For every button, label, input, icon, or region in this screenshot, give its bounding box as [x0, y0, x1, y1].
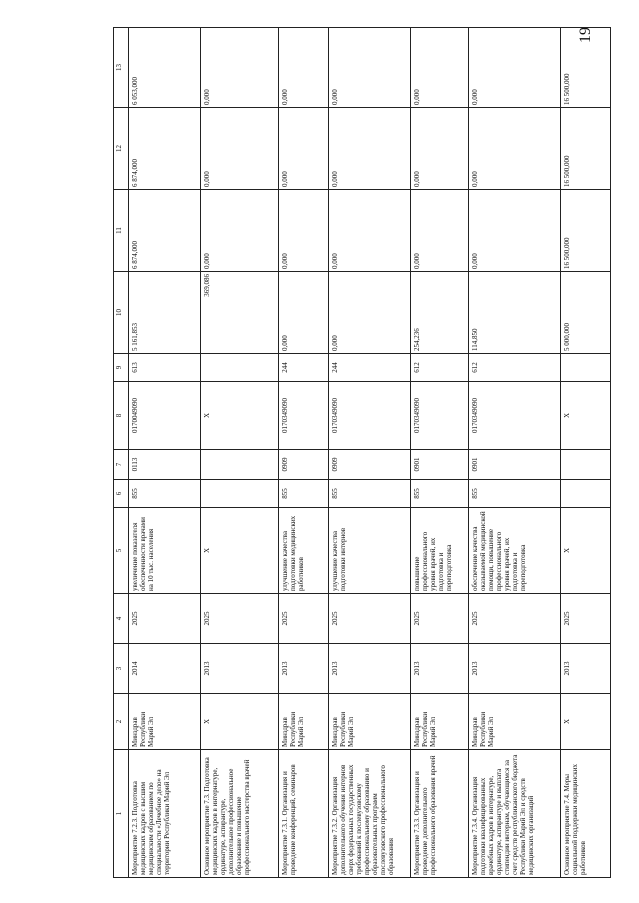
- amount-2019: 0,000: [201, 108, 279, 190]
- amount-2018: 6 874,000: [129, 190, 201, 272]
- amount-2019: 6 874,000: [129, 108, 201, 190]
- table-row: [469, 28, 561, 878]
- code-vr: 612: [469, 354, 561, 382]
- measure-name: Основное мероприятие 7.4. Меры социальной поддержки медицинских работников: [561, 750, 611, 878]
- start-year: 2013: [561, 644, 611, 694]
- start-year: 2013: [411, 644, 469, 694]
- end-year: 2025: [561, 594, 611, 644]
- col-header: 9: [114, 354, 129, 382]
- col-header: 2: [114, 694, 129, 750]
- code-csr: 0170349090: [279, 382, 329, 450]
- code-grbs: [561, 480, 611, 508]
- header-row: [114, 28, 129, 878]
- code-grbs: [201, 480, 279, 508]
- col-header: 3: [114, 644, 129, 694]
- code-rzpr: 0909: [329, 450, 411, 480]
- start-year: 2013: [469, 644, 561, 694]
- amount-2019: 16 500,000: [561, 108, 611, 190]
- table-row: [129, 28, 201, 878]
- start-year: 2013: [201, 644, 279, 694]
- executor: Х: [561, 694, 611, 750]
- code-csr: Х: [561, 382, 611, 450]
- end-year: 2025: [279, 594, 329, 644]
- code-vr: [561, 354, 611, 382]
- code-vr: [201, 354, 279, 382]
- code-csr: 0170349090: [329, 382, 411, 450]
- code-rzpr: [201, 450, 279, 480]
- amount-2018: 0,000: [469, 190, 561, 272]
- end-year: 2025: [329, 594, 411, 644]
- code-rzpr: 0909: [279, 450, 329, 480]
- executor: Минздрав Республики Марий Эл: [129, 694, 201, 750]
- code-csr: 0170049090: [129, 382, 201, 450]
- measure-name: Мероприятие 7.2.3. Подготовка медицинских кадров с высшим медицинским образованием по специальности «Лечебное дело» на территории Республики Марий Эл: [129, 750, 201, 878]
- amount-2017: 114,850: [469, 272, 561, 354]
- code-rzpr: [561, 450, 611, 480]
- table-row: [201, 28, 279, 878]
- col-header: 5: [114, 508, 129, 594]
- measure-name: Мероприятие 7.3.4. Организация подготовки квалифицированных врачебных кадров в интернатуре, ординатуре, аспирантуре и выплата стипендии интернам, обучающимся за счет средств республиканского бюджета Республики Марий Эл и средств медицинских организаций: [469, 750, 561, 878]
- code-grbs: 855: [129, 480, 201, 508]
- code-rzpr: 0901: [411, 450, 469, 480]
- page-number: 19: [577, 27, 594, 43]
- col-header: 8: [114, 382, 129, 450]
- executor: Минздрав Республики Марий Эл: [279, 694, 329, 750]
- amount-2020: 16 500,000: [561, 28, 611, 108]
- amount-2020: 0,000: [279, 28, 329, 108]
- code-csr: 0170349090: [411, 382, 469, 450]
- code-vr: 613: [129, 354, 201, 382]
- executor: Х: [201, 694, 279, 750]
- col-header: 4: [114, 594, 129, 644]
- col-header: 11: [114, 190, 129, 272]
- amount-2017: 0,000: [279, 272, 329, 354]
- table-row: [329, 28, 411, 878]
- col-header: 10: [114, 272, 129, 354]
- budget-table: [113, 27, 611, 878]
- amount-2017: 5 161,853: [129, 272, 201, 354]
- end-year: 2025: [201, 594, 279, 644]
- amount-2018: 0,000: [329, 190, 411, 272]
- measure-name: Основное мероприятие 7.3. Подготовка медицинских кадров в интернатуре, ординатуре, аспирантуре, дополнительное профессиональное образование и повышение профессионального мастерства врачей: [201, 750, 279, 878]
- amount-2020: 0,000: [201, 28, 279, 108]
- expected-result: Х: [201, 508, 279, 594]
- end-year: 2025: [469, 594, 561, 644]
- amount-2019: 0,000: [469, 108, 561, 190]
- amount-2017: 254,236: [411, 272, 469, 354]
- amount-2017: 369,086: [201, 272, 279, 354]
- expected-result: обеспечение качества оказываемой медицинской помощи, повышение профессионального уровня врачей, их подготовка и переподготовка: [469, 508, 561, 594]
- start-year: 2013: [329, 644, 411, 694]
- code-grbs: 855: [411, 480, 469, 508]
- end-year: 2025: [129, 594, 201, 644]
- code-csr: 0170349090: [469, 382, 561, 450]
- amount-2020: 0,000: [411, 28, 469, 108]
- executor: Минздрав Республики Марий Эл: [411, 694, 469, 750]
- code-rzpr: 0901: [469, 450, 561, 480]
- table-row: [279, 28, 329, 878]
- amount-2020: 6 053,000: [129, 28, 201, 108]
- measure-name: Мероприятие 7.3.1. Организация и проведение конференций, семинаров: [279, 750, 329, 878]
- expected-result: улучшение качества подготовки интернов: [329, 508, 411, 594]
- amount-2019: 0,000: [411, 108, 469, 190]
- expected-result: увеличение показателя обеспеченности врачами на 10 тыс. населения: [129, 508, 201, 594]
- end-year: 2025: [411, 594, 469, 644]
- code-csr: Х: [201, 382, 279, 450]
- code-vr: 612: [411, 354, 469, 382]
- expected-result: Х: [561, 508, 611, 594]
- amount-2018: 0,000: [201, 190, 279, 272]
- code-vr: 244: [279, 354, 329, 382]
- amount-2020: 0,000: [469, 28, 561, 108]
- col-header: 7: [114, 450, 129, 480]
- start-year: 2013: [279, 644, 329, 694]
- executor: Минздрав Республики Марий Эл: [469, 694, 561, 750]
- amount-2020: 0,000: [329, 28, 411, 108]
- start-year: 2014: [129, 644, 201, 694]
- measure-name: Мероприятие 7.3.3. Организация и проведение дополнительного профессионального образования врачей: [411, 750, 469, 878]
- col-header: 6: [114, 480, 129, 508]
- code-grbs: 855: [469, 480, 561, 508]
- amount-2019: 0,000: [279, 108, 329, 190]
- col-header: 13: [114, 28, 129, 108]
- table-row: [411, 28, 469, 878]
- expected-result: повышение профессионального уровня врачей, их подготовка и переподготовка: [411, 508, 469, 594]
- code-rzpr: 0113: [129, 450, 201, 480]
- amount-2017: 5 000,000: [561, 272, 611, 354]
- table-row: [561, 28, 611, 878]
- amount-2017: 0,000: [329, 272, 411, 354]
- amount-2018: 16 500,000: [561, 190, 611, 272]
- code-vr: 244: [329, 354, 411, 382]
- col-header: 1: [114, 750, 129, 878]
- code-grbs: 855: [279, 480, 329, 508]
- amount-2018: 0,000: [279, 190, 329, 272]
- amount-2019: 0,000: [329, 108, 411, 190]
- executor: Минздрав Республики Марий Эл: [329, 694, 411, 750]
- measure-name: Мероприятие 7.3.2. Организация дополнительного обучения интернов сверх федеральных государственных требований к послевузовскому профессиональному образованию и образовательных программ послевузовского профессионального образования: [329, 750, 411, 878]
- amount-2018: 0,000: [411, 190, 469, 272]
- expected-result: улучшение качества подготовки медицинских работников: [279, 508, 329, 594]
- code-grbs: 855: [329, 480, 411, 508]
- col-header: 12: [114, 108, 129, 190]
